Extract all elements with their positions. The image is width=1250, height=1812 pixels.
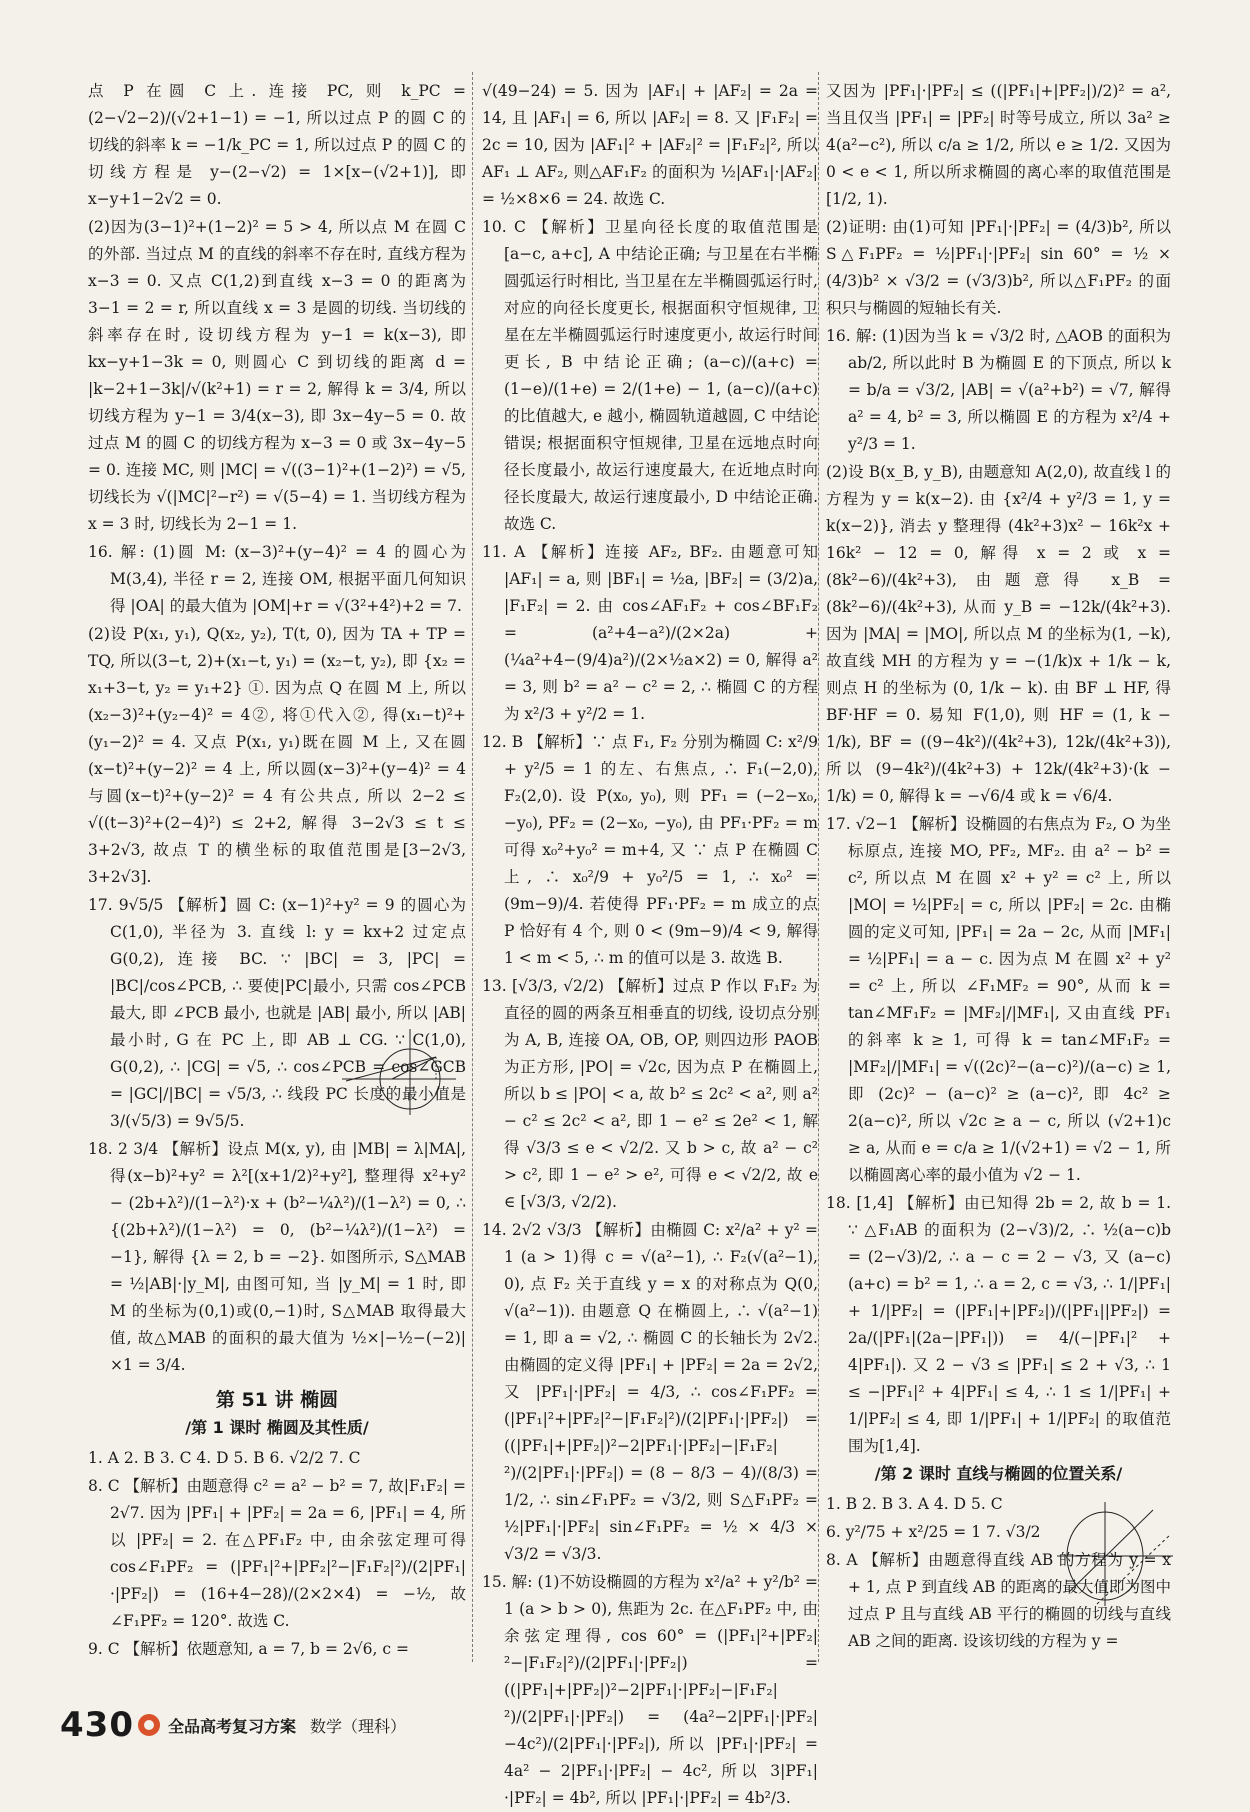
answer-item-15: 15. 解: (1)不妨设椭圆的方程为 x²/a² + y²/b² = 1 (a > b > 0), 焦距为 2c. 在△F₁PF₂ 中, 由余弦定理得, cos 60° = (|PF₁|²+|PF₂|²−|F₁F₂|²)/(2|PF₁|·|PF₂|) = ((|PF₁|+|PF₂|)²−2|PF₁|·|PF₂|−|F₁F₂|²)/(2|PF₁|·|PF₂|) = (4a²−2|PF₁|·|PF₂|−4c²)/(2|PF₁|·|PF₂|), 所以 |PF₁|·|PF₂| = 4a² − 2|PF₁|·|PF₂| − 4c², 所以 3|PF₁|·|PF₂| = 4b², 所以 |PF₁|·|PF₂| = 4b²/3. <box>482 1573 818 1807</box>
circle-diagram <box>340 1025 458 1117</box>
paragraph: (2)证明: 由(1)可知 |PF₁|·|PF₂| = (4/3)b², 所以 S△F₁PF₂ = ½|PF₁|·|PF₂| sin 60° = ½ × (4/3)b² × √3/2 = (√3/3)b², 所以△F₁PF₂ 的面积只与椭圆的短轴长有关. <box>826 218 1171 317</box>
answer-list: 1. A 2. B 3. C 4. D 5. B 6. √2/2 7. C <box>88 1449 361 1467</box>
paragraph: √(49−24) = 5. 因为 |AF₁| + |AF₂| = 2a = 14, 且 |AF₁| = 6, 所以 |AF₂| = 8. 又 |F₁F₂| = 2c = 10, 因为 |AF₁|² + |AF₂|² = |F₁F₂|², 所以 AF₁ ⊥ AF₂, 则△AF₁F₂ 的面积为 ½|AF₁|·|AF₂| = ½×8×6 = 24. 故选 C. <box>482 82 818 208</box>
section-title: 第 51 讲 椭圆 <box>215 1389 339 1411</box>
column-divider <box>472 72 473 1662</box>
section-subtitle: /第 2 课时 直线与椭圆的位置关系/ <box>874 1464 1123 1483</box>
subject-label: 数学（理科） <box>310 1716 407 1736</box>
answer-item-12: 12. B 【解析】∵ 点 F₁, F₂ 分别为椭圆 C: x²/9 + y²/5 = 1 的左、右焦点, ∴ F₁(−2,0), F₂(2,0). 设 P(x₀, y₀), 则 PF₁ = (−2−x₀, −y₀), PF₂ = (2−x₀, −y₀), 由 PF₁·PF₂ = m 可得 x₀²+y₀² = m+4, 又 ∵ 点 P 在椭圆 C 上, ∴ x₀²/9 + y₀²/5 = 1, ∴ x₀² = (9m−9)/4. 若使得 PF₁·PF₂ = m 成立的点 P 恰好有 4 个, 则 0 < (9m−9)/4 < 9, 解得 1 < m < 5, ∴ m 的值可以是 3. 故选 B. <box>482 733 818 967</box>
answer-item-13: 13. [√3/3, √2/2) 【解析】过点 P 作以 F₁F₂ 为直径的圆的两条互相垂直的切线, 设切点分别为 A, B, 连接 OA, OB, OP, 则四边形 PAOB 为正方形, |PO| = √2c, 因为点 P 在椭圆上, 所以 b ≤ |PO| < a, 故 b² ≤ 2c² < a², 则 a² − c² ≤ 2c² < a², 即 1 − e² ≤ 2e² < 1, 解得 √3/3 ≤ e < √2/2. 又 b > c, 故 a² − c² > c², 即 1 − e² > e², 可得 e < √2/2, 故 e ∈ [√3/3, √2/2). <box>482 977 818 1211</box>
paragraph: 又因为 |PF₁|·|PF₂| ≤ ((|PF₁|+|PF₂|)/2)² = a², 当且仅当 |PF₁| = |PF₂| 时等号成立, 所以 3a² ≥ 4(a²−c²), 所以 c/a ≥ 1/2, 所以 e ≥ 1/2. 又因为 0 < e < 1, 所以所求椭圆的离心率的取值范围是 [1/2, 1). <box>826 82 1171 208</box>
brand-logo-icon <box>138 1714 160 1736</box>
page-number: 430 <box>60 1705 134 1745</box>
column-right <box>826 78 1171 1658</box>
answer-item-10: 10. C 【解析】卫星向径长度的取值范围是[a−c, a+c], A 中结论正确; 与卫星在右半椭圆弧运行时相比, 当卫星在左半椭圆弧运行时, 对应的向径长度更长, 根据面积守恒规律, 卫星在左半椭圆弧运行时速度更小, 故运行时间更长, B 中结论正确; (a−c)/(a+c) = (1−e)/(1+e) = 2/(1+e) − 1, (a−c)/(a+c) 的比值越大, e 越小, 椭圆轨道越圆, C 中结论错误; 根据面积守恒规律, 卫星在远地点时向径长度最小, 故运行速度最大, 在近地点时向径长度最大, 故运行速度最小, D 中结论正确. 故选 C. <box>482 218 818 533</box>
answer-item-17: 17. √2−1 【解析】设椭圆的右焦点为 F₂, O 为坐标原点, 连接 MO, PF₂, MF₂. 由 a² − b² = c², 所以点 M 在圆 x² + y² = c² 上, 所以 |MO| = ½|PF₂| = c, 所以 |PF₂| = 2c. 由椭圆的定义可知, |PF₁| = 2a − 2c, 从而 |MF₁| = ½|PF₁| = a − c. 因为点 M 在圆 x² + y² = c² 上, 所以 ∠F₁MF₂ = 90°, 从而 k = tan∠MF₁F₂ = |MF₂|/|MF₁|, 又由直线 PF₁ 的斜率 k ≥ 1, 可得 k = tan∠MF₁F₂ = |MF₂|/|MF₁| = √((2c)²−(a−c)²)/(a−c) ≥ 1, 即 (2c)² − (a−c)² ≥ (a−c)², 即 4c² ≥ 2(a−c)², 所以 √2c ≥ a − c, 所以 (√2+1)c ≥ a, 从而 e = c/a ≥ 1/(√2+1) = √2 − 1, 所以椭圆离心率的最小值为 √2 − 1. <box>826 815 1171 1184</box>
page-footer <box>60 1705 406 1745</box>
answer-item-16: 16. 解: (1)圆 M: (x−3)²+(y−4)² = 4 的圆心为 M(3,4), 半径 r = 2, 连接 OM, 根据平面几何知识得 |OA| 的最大值为 |OM|+r = √(3²+4²)+2 = 7. <box>88 543 466 615</box>
answer-list: 1. B 2. B 3. A 4. D 5. C <box>826 1495 1003 1513</box>
column-middle <box>482 78 818 1807</box>
column-left <box>88 78 466 1658</box>
answer-item-11: 11. A 【解析】连接 AF₂, BF₂. 由题意可知 |AF₁| = a, 则 |BF₁| = ½a, |BF₂| = (3/2)a, |F₁F₂| = 2. 由 cos∠AF₁F₂ + cos∠BF₁F₂ = (a²+4−a²)/(2×2a) + (¼a²+4−(9/4)a²)/(2×½a×2) = 0, 解得 a² = 3, 则 b² = a² − c² = 2, ∴ 椭圆 C 的方程为 x²/3 + y²/2 = 1. <box>482 543 818 723</box>
answer-list: 6. y²/75 + x²/25 = 1 7. √3/2 <box>826 1523 1041 1541</box>
paragraph: 点 P 在圆 C 上. 连接 PC, 则 k_PC = (2−√2−2)/(√2+1−1) = −1, 所以过点 P 的圆 C 的切线的斜率 k = −1/k_PC = 1, 所以过点 P 的圆 C 的切线方程是 y−(2−√2) = 1×[x−(√2+1)], 即 x−y+1−2√2 = 0. <box>88 82 466 208</box>
answer-item-8: 8. A 【解析】由题意得直线 AB 的方程为 y = x + 1, 点 P 到直线 AB 的距离的最大值即为图中过点 P 且与直线 AB 平行的椭圆的切线与直线 AB 之间的距离. 设该切线的方程为 y = <box>826 1551 1171 1650</box>
answer-item-8: 8. C 【解析】由题意得 c² = a² − b² = 7, 故|F₁F₂| = 2√7. 因为 |PF₁| + |PF₂| = 2a = 6, |PF₁| = 4, 所以 |PF₂| = 2. 在△PF₁F₂ 中, 由余弦定理可得 cos∠F₁PF₂ = (|PF₁|²+|PF₂|²−|F₁F₂|²)/(2|PF₁|·|PF₂|) = (16+4−28)/(2×2×4) = −½, 故∠F₁PF₂ = 120°. 故选 C. <box>88 1477 466 1630</box>
paragraph: (2)设 B(x_B, y_B), 由题意知 A(2,0), 故直线 l 的方程为 y = k(x−2). 由 {x²/4 + y²/3 = 1, y = k(x−2)}, 消去 y 整理得 (4k²+3)x² − 16k²x + 16k² − 12 = 0, 解得 x = 2 或 x = (8k²−6)/(4k²+3), 由题意得 x_B = (8k²−6)/(4k²+3), 从而 y_B = −12k/(4k²+3). 因为 |MA| = |MO|, 所以点 M 的坐标为(1, −k), 故直线 MH 的方程为 y = −(1/k)x + 1/k − k, 则点 H 的坐标为 (0, 1/k − k). 由 BF ⊥ HF, 得 BF·HF = 0. 易知 F(1,0), 则 HF = (1, k − 1/k), BF = ((9−4k²)/(4k²+3), 12k/(4k²+3)), 所以 (9−4k²)/(4k²+3) + 12k/(4k²+3)·(k − 1/k) = 0, 解得 k = −√6/4 或 k = √6/4. <box>826 463 1171 805</box>
answer-item-16: 16. 解: (1)因为当 k = √3/2 时, △AOB 的面积为 ab/2, 所以此时 B 为椭圆 E 的下顶点, 所以 k = b/a = √3/2, |AB| = √(a²+b²) = √7, 解得 a² = 4, b² = 3, 所以椭圆 E 的方程为 x²/4 + y²/3 = 1. <box>826 327 1171 453</box>
answer-item-9: 9. C 【解析】依题意知, a = 7, b = 2√6, c = <box>88 1640 409 1658</box>
section-subtitle: /第 1 课时 椭圆及其性质/ <box>185 1418 369 1437</box>
answer-item-14: 14. 2√2 √3/3 【解析】由椭圆 C: x²/a² + y² = 1 (a > 1)得 c = √(a²−1), ∴ F₂(√(a²−1), 0), 点 F₂ 关于直线 y = x 的对称点为 Q(0, √(a²−1)). 由题意 Q 在椭圆上, ∴ √(a²−1) = 1, 即 a = √2, ∴ 椭圆 C 的长轴长为 2√2. 由椭圆的定义得 |PF₁| + |PF₂| = 2a = 2√2, 又 |PF₁|·|PF₂| = 4/3, ∴ cos∠F₁PF₂ = (|PF₁|²+|PF₂|²−|F₁F₂|²)/(2|PF₁|·|PF₂|) = ((|PF₁|+|PF₂|)²−2|PF₁|·|PF₂|−|F₁F₂|²)/(2|PF₁|·|PF₂|) = (8 − 8/3 − 4)/(8/3) = 1/2, ∴ sin∠F₁PF₂ = √3/2, 则 S△F₁PF₂ = ½|PF₁|·|PF₂| sin∠F₁PF₂ = ½ × 4/3 × √3/2 = √3/3. <box>482 1221 818 1563</box>
ellipse-diagram <box>1055 1500 1175 1608</box>
book-title: 全品高考复习方案 <box>167 1716 296 1736</box>
answer-item-18: 18. [1,4] 【解析】由已知得 2b = 2, 故 b = 1. ∵ △F₁AB 的面积为 (2−√3)/2, ∴ ½(a−c)b = (2−√3)/2, ∴ a − c = 2 − √3, 又 (a−c)(a+c) = b² = 1, ∴ a = 2, c = √3, ∴ 1/|PF₁| + 1/|PF₂| = (|PF₁|+|PF₂|)/(|PF₁||PF₂|) = 2a/(|PF₁|(2a−|PF₁|)) = 4/(−|PF₁|² + 4|PF₁|). 又 2 − √3 ≤ |PF₁| ≤ 2 + √3, ∴ 1 ≤ −|PF₁|² + 4|PF₁| ≤ 4, ∴ 1 ≤ 1/|PF₁| + 1/|PF₂| ≤ 4, 即 1/|PF₁| + 1/|PF₂| 的取值范围为[1,4]. <box>826 1194 1171 1455</box>
column-divider <box>818 72 819 1662</box>
answer-item-17: 17. 9√5/5 【解析】圆 C: (x−1)²+y² = 9 的圆心为 C(1,0), 半径为 3. 直线 l: y = kx+2 过定点 G(0,2), 连接 BC. ∵ |BC| = 3, |PC| = |BC|/cos∠PCB, ∴ 要使|PC|最小, 只需 cos∠PCB 最大, 即 ∠PCB 最小, 也就是 |AB| 最小, 所以 |AB| 最小时, G 在 PC 上, 即 AB ⊥ CG. ∵ C(1,0), G(0,2), ∴ |CG| = √5, ∴ cos∠PCB = cos∠GCB = |GC|/|BC| = √5/3, ∴ 线段 PC 长度的最小值是 3/(√5/3) = 9√5/5. <box>88 896 466 1130</box>
paragraph: (2)设 P(x₁, y₁), Q(x₂, y₂), T(t, 0), 因为 TA + TP = TQ, 所以(3−t, 2)+(x₁−t, y₁) = (x₂−t, y₂), 即 {x₂ = x₁+3−t, y₂ = y₁+2} ①. 因为点 Q 在圆 M 上, 所以(x₂−3)²+(y₂−4)² = 4②, 将①代入②, 得(x₁−t)²+(y₁−2)² = 4. 又点 P(x₁, y₁)既在圆 M 上, 又在圆(x−t)²+(y−2)² = 4 上, 所以圆(x−3)²+(y−4)² = 4 与圆(x−t)²+(y−2)² = 4 有公共点, 所以 2−2 ≤ √((t−3)²+(2−4)²) ≤ 2+2, 解得 3−2√3 ≤ t ≤ 3+2√3, 故点 T 的横坐标的取值范围是[3−2√3, 3+2√3]. <box>88 625 466 886</box>
paragraph: (2)因为(3−1)²+(1−2)² = 5 > 4, 所以点 M 在圆 C 的外部. 当过点 M 的直线的斜率不存在时, 直线方程为 x−3 = 0. 又点 C(1,2)到直线 x−3 = 0 的距离为 3−1 = 2 = r, 所以直线 x = 3 是圆的切线. 当切线的斜率存在时, 设切线方程为 y−1 = k(x−3), 即 kx−y+1−3k = 0, 则圆心 C 到切线的距离 d = |k−2+1−3k|/√(k²+1) = r = 2, 解得 k = 3/4, 所以切线方程为 y−1 = 3/4(x−3), 即 3x−4y−5 = 0. 故过点 M 的圆 C 的切线方程为 x−3 = 0 或 3x−4y−5 = 0. 连接 MC, 则 |MC| = √((3−1)²+(1−2)²) = √5, 切线长为 √(|MC|²−r²) = √(5−4) = 1. 当切线方程为 x = 3 时, 切线长为 2−1 = 1. <box>88 218 466 533</box>
answer-item-18: 18. 2 3/4 【解析】设点 M(x, y), 由 |MB| = λ|MA|, 得(x−b)²+y² = λ²[(x+1/2)²+y²], 整理得 x²+y² − (2b+λ²)/(1−λ²)·x + (b²−¼λ²)/(1−λ²) = 0, ∴ {(2b+λ²)/(1−λ²) = 0, (b²−¼λ²)/(1−λ²) = −1}, 解得 {λ = 2, b = −2}. 如图所示, S△MAB = ½|AB|·|y_M|, 由图可知, 当 |y_M| = 1 时, 即 M 的坐标为(0,1)或(0,−1)时, S△MAB 取得最大值, 故△MAB 的面积的最大值为 ½×|−½−(−2)|×1 = 3/4. <box>88 1140 466 1374</box>
